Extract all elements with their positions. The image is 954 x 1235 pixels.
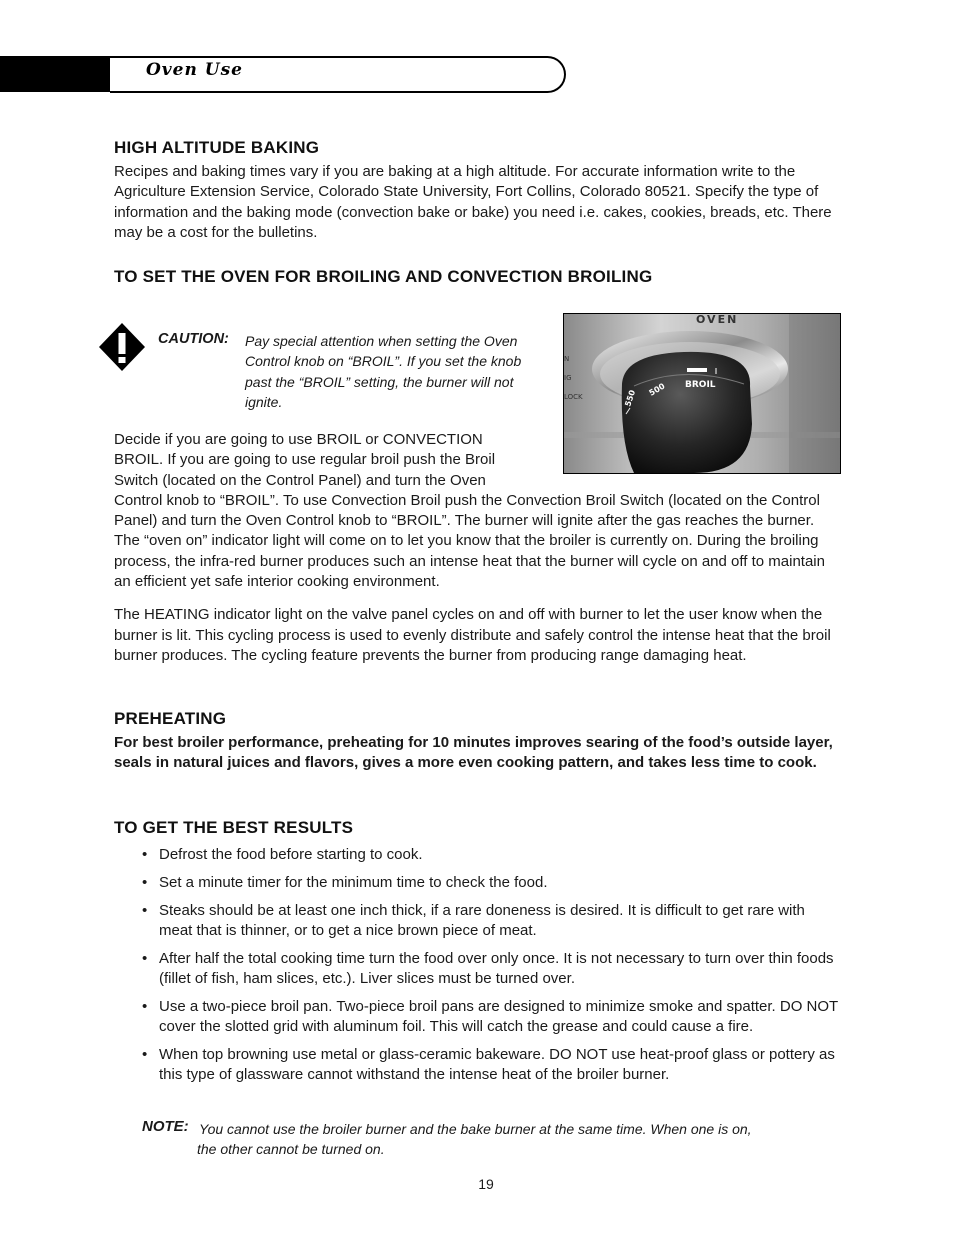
list-item: • Use a two-piece broil pan. Two-piece broil pans are designed to minimize smoke and spatter. DO NOT cover the slotted grid with aluminum foil. This will catch the grease and could cause a fire. bbox=[142, 998, 838, 1035]
best-results-list bbox=[114, 845, 840, 1085]
caution-icon bbox=[98, 322, 146, 372]
page-number: 19 bbox=[478, 1176, 494, 1192]
list-item: • Set a minute timer for the minimum time to check the food. bbox=[142, 874, 548, 891]
caution-label: CAUTION: bbox=[158, 331, 229, 347]
best-results-list-container bbox=[114, 845, 840, 1093]
section-title: Oven Use bbox=[146, 60, 243, 80]
photo-temp-500: 500 bbox=[647, 381, 667, 398]
svg-text:N: N bbox=[564, 355, 570, 363]
broiling-body bbox=[114, 430, 840, 666]
preheating-section bbox=[114, 709, 840, 774]
broiling-heading: TO SET THE OVEN FOR BROILING AND CONVECTION BROILING bbox=[114, 267, 653, 286]
note-line-1: You cannot use the broiler burner and the bake burner at the same time. When one is on, bbox=[199, 1121, 752, 1137]
list-item: • After half the total cooking time turn the food over only once. It is not necessary to turn over thin foods (fillet of fish, ham slices, etc.). Liver slices must be turned over. bbox=[142, 950, 834, 987]
preheating-body: For best broiler performance, preheating for 10 minutes improves searing of the food’s outside layer, seals in natural juices and flavors, gives a more even cooking pattern, and takes less time to cook. bbox=[114, 734, 833, 772]
broiling-body-lead: Decide if you are going to use BROIL or CONVECTION BROIL. If you are going to use regular broil push the Broil Switch (located on the Control Panel) and turn the Oven bbox=[114, 431, 496, 489]
high-altitude-heading: HIGH ALTITUDE BAKING bbox=[114, 138, 320, 157]
svg-text:IG: IG bbox=[564, 374, 572, 382]
photo-temp-550: 550 bbox=[623, 388, 638, 408]
high-altitude-section bbox=[114, 138, 840, 243]
best-results-heading: TO GET THE BEST RESULTS bbox=[114, 818, 354, 837]
list-item: • When top browning use metal or glass-ceramic bakeware. DO NOT use heat-proof glass or pottery as this type of glassware cannot withstand the intense heat of the broiler burner. bbox=[142, 1046, 835, 1083]
preheating-heading: PREHEATING bbox=[114, 709, 227, 728]
note-label: NOTE: bbox=[142, 1118, 189, 1135]
list-item: • Defrost the food before starting to cook. bbox=[142, 846, 423, 863]
photo-broil-label: BROIL bbox=[685, 380, 716, 390]
high-altitude-body: Recipes and baking times vary if you are baking at a high altitude. For accurate information write to the Agriculture Extension Service, Colorado State University, Fort Collins, Colorado 80521. Specify the type of information and the baking mode (convection bake or bake) you need i.e. cakes, cookies, breads, etc. There may be a cost for the bulletins. bbox=[114, 163, 832, 241]
broiling-body-rest: Control knob to “BROIL”. To use Convection Broil push the Convection Broil Switch (located on the Control Panel) and turn the Oven Control knob to “BROIL”. The burner will ignite after the gas reaches the burner. The “oven on” indicator light will come on to let you know that the broiler is currently on. During the broiling process, the infra-red burner produces such an intense heat that the burner will cycle on and off to maintain an efficient yet safe interior cooking environment. bbox=[114, 491, 825, 591]
header-black-bar bbox=[0, 56, 112, 92]
note-line-2: the other cannot be turned on. bbox=[197, 1141, 385, 1157]
svg-text:LOCK: LOCK bbox=[564, 393, 583, 401]
list-item: • Steaks should be at least one inch thick, if a rare doneness is desired. It is difficult to get rare with meat that is thinner, or to get a nice brown piece of meat. bbox=[142, 902, 805, 939]
photo-oven-label: OVEN bbox=[696, 314, 739, 326]
heating-indicator-paragraph: The HEATING indicator light on the valve panel cycles on and off with burner to let the user know when the burner is lit. This cycling process is used to evenly distribute and safely control the intense heat that the broil burner produces. The cycling feature prevents the burner from producing range damaging heat. bbox=[114, 606, 831, 664]
broiling-section bbox=[114, 267, 840, 287]
caution-text: Pay special attention when setting the Oven Control knob on “BROIL”. If you set the knob past the “BROIL” setting, the burner will not ignite. bbox=[245, 333, 522, 410]
best-results-section bbox=[114, 818, 840, 838]
